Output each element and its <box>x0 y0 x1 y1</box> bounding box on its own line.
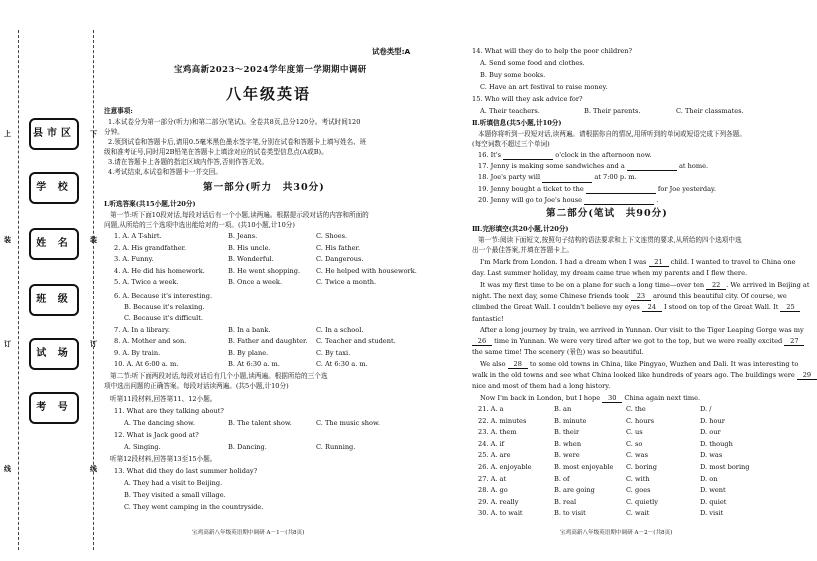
choice-c[interactable]: C. us <box>626 428 643 437</box>
notice-line-3: 2.领到试卷和答题卡后,请用0.5毫米黑色墨水签字笔,分别在试卷和答题卡上填写姓名、班 <box>108 138 367 146</box>
fill-blank-input[interactable] <box>542 173 592 182</box>
passage-text: We also <box>480 359 508 368</box>
part1-heading: 第一部分(听力 共30分) <box>203 182 325 193</box>
section1-intro-b: 问题,从所给的三个选项中选出能给对的一项。(共10小题,计10分) <box>104 221 295 229</box>
question-number[interactable]: 4. A. He did his homework. <box>114 266 205 275</box>
choice-c[interactable]: C. the <box>626 405 646 413</box>
passage-line <box>472 337 804 346</box>
option-c[interactable]: C. Dangerous. <box>316 255 364 264</box>
q6-option[interactable]: B. Because it's relaxing. <box>124 303 205 312</box>
q14-option-c[interactable]: C. Have an art festival to raise money. <box>480 83 608 91</box>
q11-option-c[interactable]: C. The music show. <box>316 419 380 427</box>
choice-b[interactable]: B. an <box>554 405 572 413</box>
question-12: 12. What is Jack good at? <box>114 431 199 439</box>
listen-prompt-11: 听第11段材料,回答第11、12小题。 <box>110 395 217 403</box>
section2-intro-a: 本题你将听到一段短对话,读两遍。请根据你自的情况,用所听到的单词或短语完成下列各题。 <box>478 130 746 138</box>
choice-a[interactable]: 22. A. minutes <box>478 416 527 425</box>
choice-c[interactable]: C. with <box>626 474 650 483</box>
choice-a[interactable]: 29. A. really <box>478 497 519 506</box>
section2-intro-b: (每空词数不超过三个单词) <box>472 140 550 148</box>
option-c[interactable]: C. His father. <box>316 243 361 252</box>
cloze-blank-27[interactable]: 27 <box>784 337 804 346</box>
exam-title: 宝鸡高新2023～2024学年度第一学期期中调研 <box>174 64 367 74</box>
notice-line-4: 级和准考证号,同时用2B铅笔在答题卡上填涂对应的试卷类型信息点(A或B)。 <box>104 148 328 156</box>
fill-prefix: 17. Jenny is making some sandwiches and a <box>478 162 627 171</box>
question-number[interactable]: 2. A. His grandfather. <box>114 243 187 252</box>
section1-intro-a: 第一节:听下面10段对话,每段对话后有一个小题,读两遍。根据提示段对话的内容和所面的 <box>110 211 369 219</box>
choice-a[interactable]: 26. A. enjoyable <box>478 463 532 471</box>
cloze-blank-22[interactable]: 22 <box>706 281 726 290</box>
option-b[interactable]: B. His uncle. <box>228 243 271 252</box>
notice-line-6: 4.考试结束,本试卷和答题卡一并交回。 <box>108 168 222 176</box>
passage-text: I'm Mark from London. I had a dream when I was <box>480 258 649 266</box>
cloze-blank-28[interactable]: 28 <box>508 360 528 369</box>
q12-option-a[interactable]: A. Singing. <box>124 443 161 451</box>
passage-text: It was my first time to be on a plane for such a long time—over ten <box>480 280 707 289</box>
passage-line <box>480 360 798 369</box>
q14-option-a[interactable]: A. Send some food and clothes. <box>480 59 585 67</box>
q11-option-a[interactable]: A. The dancing show. <box>124 419 195 427</box>
choice-b[interactable]: B. real <box>554 497 577 506</box>
q6-option[interactable]: 6. A. Because it's interesting. <box>114 292 213 300</box>
cloze-blank-29[interactable]: 29 <box>797 371 817 380</box>
fill-blank-input[interactable] <box>584 196 654 205</box>
choice-b[interactable]: B. to visit <box>554 509 586 518</box>
choice-d[interactable]: D. / <box>700 405 712 413</box>
class-field[interactable]: 班 级 <box>29 284 79 316</box>
choice-a[interactable]: 27. A. at <box>478 474 507 483</box>
choice-a[interactable]: 21. A. a <box>478 405 504 413</box>
section3-intro-b: 出一个最佳答案,并填在答题卡上。 <box>472 246 574 254</box>
name-field[interactable]: 姓 名 <box>29 228 79 260</box>
passage-line <box>480 326 804 334</box>
option-b[interactable]: B. Father and daughter. <box>228 337 308 346</box>
fill-suffix: at home. <box>676 162 709 171</box>
cloze-blank-25[interactable]: 25 <box>780 303 800 312</box>
question-number[interactable]: 10. A. At 6:00 a. m. <box>114 360 179 369</box>
option-b[interactable]: B. Once a week. <box>228 278 282 287</box>
binding-mark-xian-left: 线 <box>4 465 11 473</box>
fill-row <box>478 185 716 194</box>
q14-option-b[interactable]: B. Buy some books. <box>480 71 546 79</box>
fill-row <box>478 151 652 160</box>
passage-text: climbed the Great Wall. I couldn't believe my eyes <box>472 303 642 312</box>
option-b[interactable]: B. Wonderful. <box>228 255 274 264</box>
notice-line-5: 3.请在答题卡上各题的指定区域内作答,否则作答无效。 <box>108 158 269 166</box>
passage-text: After a long journey by train, we arrived in Yunnan. Our visit to the Tiger Leaping Gorge was my <box>480 325 804 334</box>
passage-text: China again next time. <box>622 393 701 402</box>
q15-option-a[interactable]: A. Their teachers. <box>480 107 540 115</box>
q6-option[interactable]: C. Because it's difficult. <box>124 314 203 323</box>
option-c[interactable]: C. Twice a month. <box>316 278 377 287</box>
choice-c[interactable]: C. goes <box>626 486 651 495</box>
binding-mark-zhuang-right: 装 <box>90 236 97 244</box>
choice-d[interactable]: D. on <box>700 474 718 483</box>
choice-c[interactable]: C. hours <box>626 416 655 425</box>
q15-option-c[interactable]: C. Their classmates. <box>676 107 744 115</box>
option-b[interactable]: B. He went shopping. <box>228 266 301 275</box>
passage-text: around this beautiful city. Of course, we <box>650 291 787 300</box>
option-b[interactable]: B. Jeans. <box>228 232 258 240</box>
subject-title: 八年级英语 <box>226 85 312 103</box>
option-b[interactable]: B. In a bank. <box>228 326 271 334</box>
cloze-blank-21[interactable]: 21 <box>649 258 669 267</box>
binding-line-left <box>18 30 19 550</box>
binding-mark-ding-right: 订 <box>90 340 97 348</box>
notice-heading: 注意事项: <box>104 107 133 115</box>
choice-b[interactable]: B. when <box>554 439 582 448</box>
fill-prefix: 19. Jenny bought a ticket to the <box>478 184 586 193</box>
county-field[interactable]: 县市区 <box>29 118 79 150</box>
paper-type-label: 试卷类型:A <box>372 47 411 56</box>
part2-heading: 第二部分(笔试 共90分) <box>546 208 668 219</box>
listen-prompt-13: 听第12段材料,回答第13至15小题。 <box>110 455 217 463</box>
section2-intro-b: 项中选出问题的正确答案。每段对话读两遍。(共5小题,计10分) <box>104 382 289 390</box>
choice-c[interactable]: C. boring <box>626 463 657 471</box>
option-c[interactable]: C. He helped with housework. <box>316 266 417 275</box>
school-field[interactable]: 学 校 <box>29 172 79 204</box>
fill-suffix: at 7:00 p. m. <box>592 173 637 182</box>
passage-text: fantastic! <box>472 314 504 323</box>
question-13: 13. What did they do last summer holiday? <box>114 467 258 475</box>
passage-text: night. The next day, some Chinese friends took <box>472 291 631 300</box>
footer-right: 宝鸡高新八年级英语期中调研 A－2－(共8页) <box>560 530 673 536</box>
fill-blank-input[interactable] <box>586 185 656 194</box>
passage-line <box>472 315 504 323</box>
choice-d[interactable]: D. visit <box>700 509 724 518</box>
choice-d[interactable]: D. went <box>700 486 726 495</box>
choice-a[interactable]: 25. A. are <box>478 451 511 460</box>
choice-a[interactable]: 24. A. if <box>478 439 505 448</box>
choice-d[interactable]: D. our <box>700 428 721 437</box>
passage-line <box>480 258 795 267</box>
section1-title: Ⅰ.听选答案(共15小题,计20分) <box>104 200 196 208</box>
section3-title: Ⅲ.完形填空(共20小题,计20分) <box>472 225 569 233</box>
q12-option-b[interactable]: B. Dancing. <box>228 443 267 451</box>
question-number[interactable]: 8. A. Mother and son. <box>114 337 187 346</box>
cloze-blank-24[interactable]: 24 <box>642 303 662 312</box>
fill-suffix: o'clock in the afternoon now. <box>553 151 652 159</box>
option-b[interactable]: B. At 6:30 a. m. <box>228 360 280 369</box>
fill-blank-input[interactable] <box>627 162 677 171</box>
q13-option-b[interactable]: B. They visited a small village. <box>124 491 226 499</box>
option-c[interactable]: C. At 6:30 a. m. <box>316 360 368 369</box>
choice-c[interactable]: C. quietly <box>626 497 658 506</box>
option-c[interactable]: C. Teacher and student. <box>316 337 396 346</box>
passage-line <box>472 292 787 301</box>
passage-line <box>472 303 800 312</box>
choice-c[interactable]: C. was <box>626 451 648 460</box>
fill-blank-input[interactable] <box>503 151 553 160</box>
passage-text: walk in the old towns and see what China looked like hundreds of years ago. The buildings were <box>472 371 797 379</box>
question-number[interactable]: 1. A. A T-shirt. <box>114 232 162 240</box>
choice-c[interactable]: C. so <box>626 439 643 448</box>
exam-number-field[interactable]: 考 号 <box>29 392 79 424</box>
passage-line <box>472 348 644 356</box>
fill-prefix: 18. Joe's party will <box>478 173 543 182</box>
exam-room-field[interactable]: 试 场 <box>29 338 79 370</box>
passage-text: I stood on top of the Great Wall. It <box>661 303 781 312</box>
section2-title: Ⅱ.听填信息(共5小题,计10分) <box>472 119 562 127</box>
question-number[interactable]: 3. A. Funny. <box>114 255 154 264</box>
choice-b[interactable]: B. are going <box>554 486 595 495</box>
q12-option-c[interactable]: C. Running. <box>316 443 356 451</box>
binding-mark-ding-left: 订 <box>4 340 11 348</box>
binding-mark-top-left: 上 <box>4 130 11 138</box>
binding-mark-zhuang-left: 装 <box>4 236 11 244</box>
question-15: 15. Who will they ask advice for? <box>472 95 583 103</box>
question-number[interactable]: 7. A. In a library. <box>114 326 170 334</box>
q13-option-a[interactable]: A. They had a visit to Beijing. <box>124 479 223 487</box>
fill-prefix: 20. Jenny will go to Joe's house <box>478 195 585 204</box>
choice-d[interactable]: D. most boring <box>700 463 750 471</box>
passage-text: Now I'm back in London, but I hope <box>480 393 603 402</box>
fill-suffix: . <box>654 195 659 204</box>
fill-row <box>478 162 708 171</box>
notice-line-2: 分钟。 <box>104 128 124 136</box>
fill-row <box>478 173 637 182</box>
option-c[interactable]: C. By taxi. <box>316 348 351 357</box>
choice-c[interactable]: C. wait <box>626 509 650 518</box>
passage-line <box>480 394 700 403</box>
passage-text: . We arrived in Beijing at <box>726 280 810 289</box>
cloze-blank-23[interactable]: 23 <box>631 292 651 301</box>
notice-line-1: 1.本试卷分为第一部分(听力)和第二部分(笔试)。全卷共8页,总分120分。考试时间120 <box>108 118 361 126</box>
question-11: 11. What are they talking about? <box>114 407 224 415</box>
passage-line <box>472 371 817 380</box>
q11-option-b[interactable]: B. The talent show. <box>228 419 292 427</box>
question-number[interactable]: 5. A. Twice a week. <box>114 278 179 287</box>
choice-a[interactable]: 30. A. to wait <box>478 509 523 518</box>
section3-intro-a: 第一节:阅读下面短文,按照句子结构的语法要求和上下文连贯的要求,从所给的四个选项中选 <box>478 236 742 244</box>
choice-a[interactable]: 28. A. go <box>478 486 508 495</box>
fill-suffix: for Joe yesterday. <box>655 184 717 193</box>
passage-text: child. I wanted to travel to China one <box>668 258 796 266</box>
option-b[interactable]: B. By plane. <box>228 348 269 357</box>
binding-mark-top-right: 下 <box>90 130 97 138</box>
choice-b[interactable]: B. minute <box>554 416 587 425</box>
section2-intro-a: 第二节:听下面两段对话,每段对话后有几个小题,读两遍。根据所给的三个选 <box>110 372 328 380</box>
fill-row <box>478 196 658 205</box>
passage-text: the same time! The scenery (景色) was so beautiful. <box>472 348 644 357</box>
q15-option-b[interactable]: B. Their parents. <box>584 107 641 115</box>
footer-left: 宝鸡高新八年级英语期中调研 A－1－(共8页) <box>192 530 305 536</box>
question-14: 14. What will they do to help the poor children? <box>472 47 633 55</box>
q13-option-c[interactable]: C. They went camping in the countryside. <box>124 503 264 511</box>
option-c[interactable]: C. Shoes. <box>316 232 348 240</box>
passage-line <box>472 269 747 277</box>
passage-text: to some old towns in China, like Pingyao, Wuzhen and Dali. It was interesting to <box>527 359 799 368</box>
choice-d[interactable]: D. quiet <box>700 497 727 506</box>
choice-d[interactable]: D. though <box>700 439 733 448</box>
fill-prefix: 16. It's <box>478 151 504 159</box>
choice-b[interactable]: B. of <box>554 474 570 483</box>
passage-line <box>480 281 810 290</box>
binding-mark-xian-right: 线 <box>90 465 97 473</box>
question-number[interactable]: 9. A. By train. <box>114 348 161 357</box>
passage-line <box>472 382 610 390</box>
choice-b[interactable]: B. their <box>554 428 580 437</box>
passage-text: nice and most of them had a long history. <box>472 382 611 391</box>
cloze-blank-26[interactable]: 26 <box>472 337 492 346</box>
option-c[interactable]: C. In a school. <box>316 326 364 334</box>
choice-b[interactable]: B. most enjoyable <box>554 463 614 471</box>
choice-d[interactable]: D. was <box>700 451 723 460</box>
choice-a[interactable]: 23. A. them <box>478 428 517 437</box>
passage-text: day. Last summer holiday, my dream came true when my parents and I flew there. <box>472 269 748 278</box>
choice-d[interactable]: D. hour <box>700 416 725 425</box>
passage-text: time in Yunnan. We were very tired after we got to the top, but we were really excited <box>492 337 785 346</box>
cloze-blank-30[interactable]: 30 <box>602 394 622 403</box>
choice-b[interactable]: B. were <box>554 451 580 460</box>
